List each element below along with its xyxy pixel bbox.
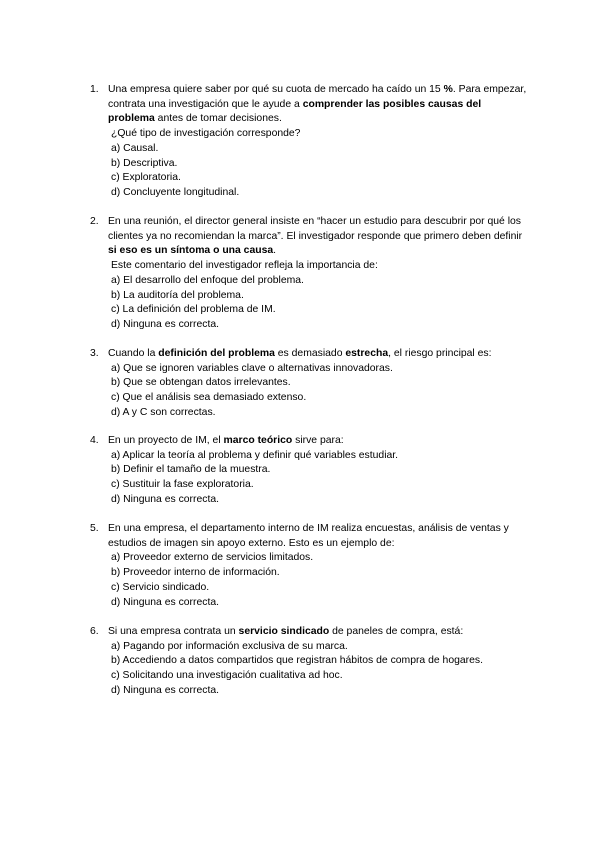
option-d: d) Ninguna es correcta.	[111, 596, 220, 608]
option-d: d) Ninguna es correcta.	[111, 684, 220, 696]
question-text-part: es demasiado	[274, 348, 346, 359]
option-a: a) Proveedor externo de servicios limitados.	[111, 552, 314, 564]
question-text-part: En un proyecto de IM, el	[108, 435, 224, 446]
options-list	[90, 362, 530, 421]
option-a: a) El desarrollo del enfoque del problema.	[111, 274, 304, 286]
option-c: c) La definición del problema de IM.	[111, 304, 276, 316]
question-1	[90, 83, 530, 201]
question-text-part: de paneles de compra, está:	[329, 626, 464, 637]
question-text-bold: %	[443, 84, 453, 95]
option-d: d) Ninguna es correcta.	[111, 493, 220, 505]
question-text	[108, 625, 530, 640]
options-list	[90, 142, 530, 201]
question-number: 6.	[90, 626, 99, 637]
question-text-part: sirve para:	[292, 435, 344, 446]
question-number: 1.	[90, 84, 99, 95]
option-c: c) Solicitando una investigación cualitativa ad hoc.	[111, 670, 343, 682]
question-text-bold: comprender las posibles causas del problema	[108, 98, 482, 125]
question-text-bold: estrecha	[345, 348, 389, 359]
question-text-part: En una reunión, el director general insiste en “hacer un estudio para descubrir por qué los clientes ya no recomiendan la marca”. El investigador responde que primero deben definir	[108, 216, 523, 242]
question-number: 5.	[90, 523, 99, 534]
option-b: b) Que se obtengan datos irrelevantes.	[111, 377, 291, 389]
option-b: b) Definir el tamaño de la muestra.	[111, 464, 271, 476]
option-d: d) Concluyente longitudinal.	[111, 186, 240, 198]
option-c: c) Servicio sindicado.	[111, 581, 210, 593]
option-b: b) Proveedor interno de información.	[111, 567, 280, 579]
question-text	[108, 215, 530, 259]
question-text-part: . Para empezar, contrata una investigación que le ayude a	[108, 84, 527, 110]
question-6	[90, 625, 530, 699]
options-list	[90, 449, 530, 508]
question-prompt: Este comentario del investigador refleja la importancia de:	[111, 260, 378, 272]
question-text-bold: marco teórico	[223, 435, 293, 446]
question-text	[108, 347, 530, 362]
option-b: b) Accediendo a datos compartidos que registran hábitos de compra de hogares.	[111, 655, 483, 667]
option-a: a) Pagando por información exclusiva de su marca.	[111, 640, 348, 652]
question-prompt: ¿Qué tipo de investigación corresponde?	[111, 128, 301, 140]
question-text: En una empresa, el departamento interno de IM realiza encuestas, análisis de ventas y estudios de imagen sin apoyo externo. Esto es un ejemplo de:	[108, 523, 509, 549]
option-a: a) Que se ignoren variables clave o alternativas innovadoras.	[111, 362, 393, 374]
option-b: b) Descriptiva.	[111, 157, 178, 169]
options-list	[90, 640, 530, 699]
option-c: c) Sustituir la fase exploratoria.	[111, 479, 254, 491]
option-d: d) Ninguna es correcta.	[111, 318, 220, 330]
question-text-part: antes de tomar decisiones.	[154, 113, 282, 125]
question-text-part: .	[273, 245, 277, 257]
option-b: b) La auditoría del problema.	[111, 289, 244, 301]
question-number: 4.	[90, 435, 99, 446]
question-text-part: Una empresa quiere saber por qué su cuota de mercado ha caído un 15	[108, 84, 444, 95]
option-d: d) A y C son correctas.	[111, 406, 216, 418]
option-c: c) Que el análisis sea demasiado extenso.	[111, 392, 307, 404]
options-list	[90, 274, 530, 333]
option-a: a) Causal.	[111, 142, 159, 154]
question-text-bold: definición del problema	[158, 348, 275, 359]
question-number: 3.	[90, 348, 99, 359]
option-a: a) Aplicar la teoría al problema y definir qué variables estudiar.	[111, 449, 399, 461]
options-list	[90, 551, 530, 610]
question-text-bold: si eso es un síntoma o una causa	[108, 245, 274, 257]
question-number: 2.	[90, 216, 99, 227]
question-text-part: Si una empresa contrata un	[108, 626, 239, 637]
question-2	[90, 215, 530, 333]
question-4	[90, 434, 530, 508]
question-text-part: , el riesgo principal es:	[388, 348, 492, 359]
question-text	[108, 83, 530, 127]
question-text	[108, 434, 530, 449]
question-text-bold: servicio sindicado	[238, 626, 330, 637]
question-5	[90, 522, 530, 610]
question-text-part: Cuando la	[108, 348, 159, 359]
question-3	[90, 347, 530, 421]
option-c: c) Exploratoria.	[111, 172, 181, 184]
